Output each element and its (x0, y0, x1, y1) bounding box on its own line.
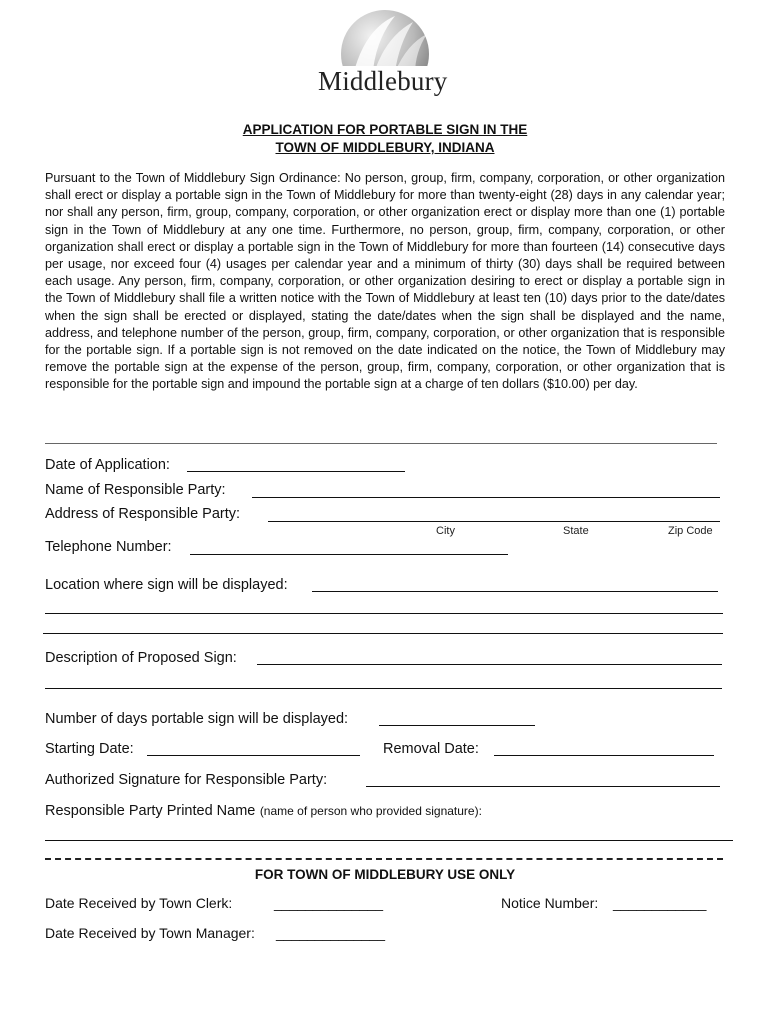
sign-location-label: Location where sign will be displayed: (45, 577, 288, 593)
sign-description-label: Description of Proposed Sign: (45, 650, 237, 666)
sign-location-field[interactable] (312, 591, 718, 592)
responsible-party-name-field[interactable] (252, 497, 720, 498)
removal-date-label: Removal Date: (383, 741, 479, 757)
sign-location-field-line-3[interactable] (43, 633, 723, 634)
display-days-field[interactable] (379, 725, 535, 726)
sign-description-field[interactable] (257, 664, 722, 665)
logo-wordmark: Middlebury (318, 66, 448, 96)
town-manager-date-label: Date Received by Town Manager: (45, 925, 255, 941)
notice-number-field[interactable]: ____________ (613, 895, 707, 911)
printed-name-label: Responsible Party Printed Name (45, 803, 256, 819)
town-manager-date-field[interactable]: ______________ (276, 925, 386, 941)
office-use-heading: FOR TOWN OF MIDDLEBURY USE ONLY (254, 867, 516, 882)
responsible-party-name-label: Name of Responsible Party: (45, 482, 226, 498)
telephone-field[interactable] (190, 554, 508, 555)
authorized-signature-label: Authorized Signature for Responsible Party: (45, 772, 328, 788)
ordinance-paragraph: Pursuant to the Town of Middlebury Sign Ordinance: No person, group, firm, company, corporation, or other organization shall erect or display a portable sign in the Town of Middlebury for more than twenty-eight (28) days in any calendar year; nor shall any person, firm, group, company, corporation, or other organization erect or display more than one (1) portable sign in the Town of Middlebury at any one time. Furthermore, no person, group, firm, company, corporation, or other organization shall erect or display a portable sign in the Town of Middlebury for more than fourteen (14) consecutive days per usage, nor exceed four (4) usages per calendar year and a minimum of thirty (30) days shall be required between each usage. Any person, firm, company, corporation, or other organization desiring to erect or display a portable sign in the Town of Middlebury shall file a written notice with the Town of Middlebury at least ten (10) days prior to the date/dates when the sign shall be erected or displayed, stating the date/dates when the sign shall be displayed and the name, address, and telephone number of the person, group, firm, company, corporation, or other organization that is responsible for the portable sign. If a portable sign is not removed on the date indicated on the notice, the Town of Middlebury may remove the portable sign at the expense of the person, group, firm, company, corporation, or other organization that is responsible for the portable sign and impound the portable sign at a charge of ten dollars ($10.00) per day. (45, 171, 725, 392)
notice-number-label: Notice Number: (501, 895, 599, 911)
telephone-label: Telephone Number: (45, 539, 172, 555)
office-use-divider (45, 858, 723, 860)
responsible-party-address-label: Address of Responsible Party: (45, 506, 241, 522)
sign-location-field-line-2[interactable] (45, 613, 723, 614)
starting-date-field[interactable] (147, 755, 360, 756)
printed-name-note: (name of person who provided signature): (259, 804, 482, 818)
date-of-application-label: Date of Application: (45, 457, 170, 473)
form-title-line-2: TOWN OF MIDDLEBURY, INDIANA (275, 140, 495, 155)
section-divider (45, 443, 717, 444)
state-caption: State (563, 525, 589, 537)
town-clerk-date-field[interactable]: ______________ (274, 895, 384, 911)
form-title-line-1: APPLICATION FOR PORTABLE SIGN IN THE (242, 122, 528, 137)
sign-description-field-line-2[interactable] (45, 688, 722, 689)
town-clerk-date-label: Date Received by Town Clerk: (45, 895, 233, 911)
date-of-application-field[interactable] (187, 471, 405, 472)
city-caption: City (436, 525, 455, 537)
removal-date-field[interactable] (494, 755, 714, 756)
zip-code-caption: Zip Code (668, 525, 713, 537)
display-days-label: Number of days portable sign will be displayed: (45, 711, 349, 727)
starting-date-label: Starting Date: (45, 741, 134, 757)
responsible-party-address-field[interactable] (268, 521, 720, 522)
printed-name-field[interactable] (45, 840, 733, 841)
printed-name-label-group (45, 802, 482, 820)
authorized-signature-field[interactable] (366, 786, 720, 787)
